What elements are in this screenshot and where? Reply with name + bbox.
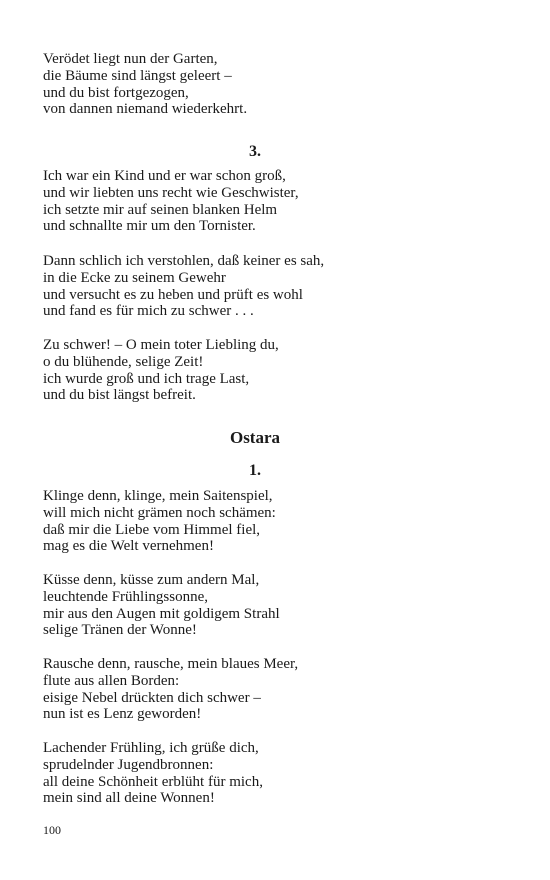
section-number-3: 3. — [249, 143, 261, 160]
verse-line: Dann schlich ich verstohlen, daß keiner es sah, — [43, 253, 325, 269]
verse-line: und du bist längst befreit. — [43, 387, 196, 404]
stanza-3-3 — [43, 337, 503, 404]
stanza-ostara-3 — [43, 656, 503, 723]
verse-line: Rausche denn, rausche, mein blaues Meer, — [43, 656, 299, 672]
verse-line: o du blühende, selige Zeit! — [43, 353, 204, 370]
verse-line: und fand es für mich zu schwer . . . — [43, 303, 254, 320]
verse-line: und versucht es zu heben und prüft es wohl — [43, 286, 303, 303]
verse-line: ich setzte mir auf seinen blanken Helm — [43, 201, 278, 218]
verse-line: Lachender Frühling, ich grüße dich, — [43, 740, 259, 756]
verse-line: eisige Nebel drückten dich schwer – — [43, 689, 261, 706]
verse-line: und wir liebten uns recht wie Geschwister, — [43, 184, 299, 201]
stanza-ostara-2 — [43, 572, 503, 639]
verse-line: ich wurde groß und ich trage Last, — [43, 370, 250, 387]
verse-line: all deine Schönheit erblüht für mich, — [43, 773, 263, 790]
verse-line: Küsse denn, küsse zum andern Mal, — [43, 572, 260, 588]
verse-line: mag es die Welt vernehmen! — [43, 538, 214, 555]
verse-line: in die Ecke zu seinem Gewehr — [43, 269, 226, 286]
verse-line: will mich nicht grämen noch schämen: — [43, 504, 276, 521]
verse-line: die Bäume sind längst geleert – — [43, 67, 232, 84]
verse-line: mir aus den Augen mit goldigem Strahl — [43, 605, 280, 622]
verse-line: Klinge denn, klinge, mein Saitenspiel, — [43, 488, 273, 504]
verse-line: Zu schwer! – O mein toter Liebling du, — [43, 337, 279, 353]
verse-line: leuchtende Frühlingssonne, — [43, 588, 208, 605]
stanza-3-1 — [43, 168, 503, 235]
verse-line: sprudelnder Jugendbronnen: — [43, 756, 214, 773]
verse-line: mein sind all deine Wonnen! — [43, 790, 215, 807]
stanza-ostara-4 — [43, 740, 503, 807]
page-number: 100 — [43, 823, 61, 837]
stanza-3-2 — [43, 253, 503, 320]
stanza-ostara-1 — [43, 488, 503, 555]
verse-line: daß mir die Liebe vom Himmel fiel, — [43, 521, 261, 538]
verse-line: Ich war ein Kind und er war schon groß, — [43, 168, 286, 184]
stanza-prev-1 — [43, 51, 503, 118]
verse-line: flute aus allen Borden: — [43, 672, 180, 689]
verse-line: und du bist fortgezogen, — [43, 84, 189, 101]
section-number-1: 1. — [249, 462, 261, 479]
verse-line: und schnallte mir um den Tornister. — [43, 218, 256, 235]
verse-line: selige Tränen der Wonne! — [43, 622, 197, 639]
poem-title: Ostara — [229, 428, 281, 447]
verse-line: Verödet liegt nun der Garten, — [43, 51, 218, 67]
verse-line: nun ist es Lenz geworden! — [43, 706, 202, 723]
verse-line: von dannen niemand wiederkehrt. — [43, 101, 248, 118]
